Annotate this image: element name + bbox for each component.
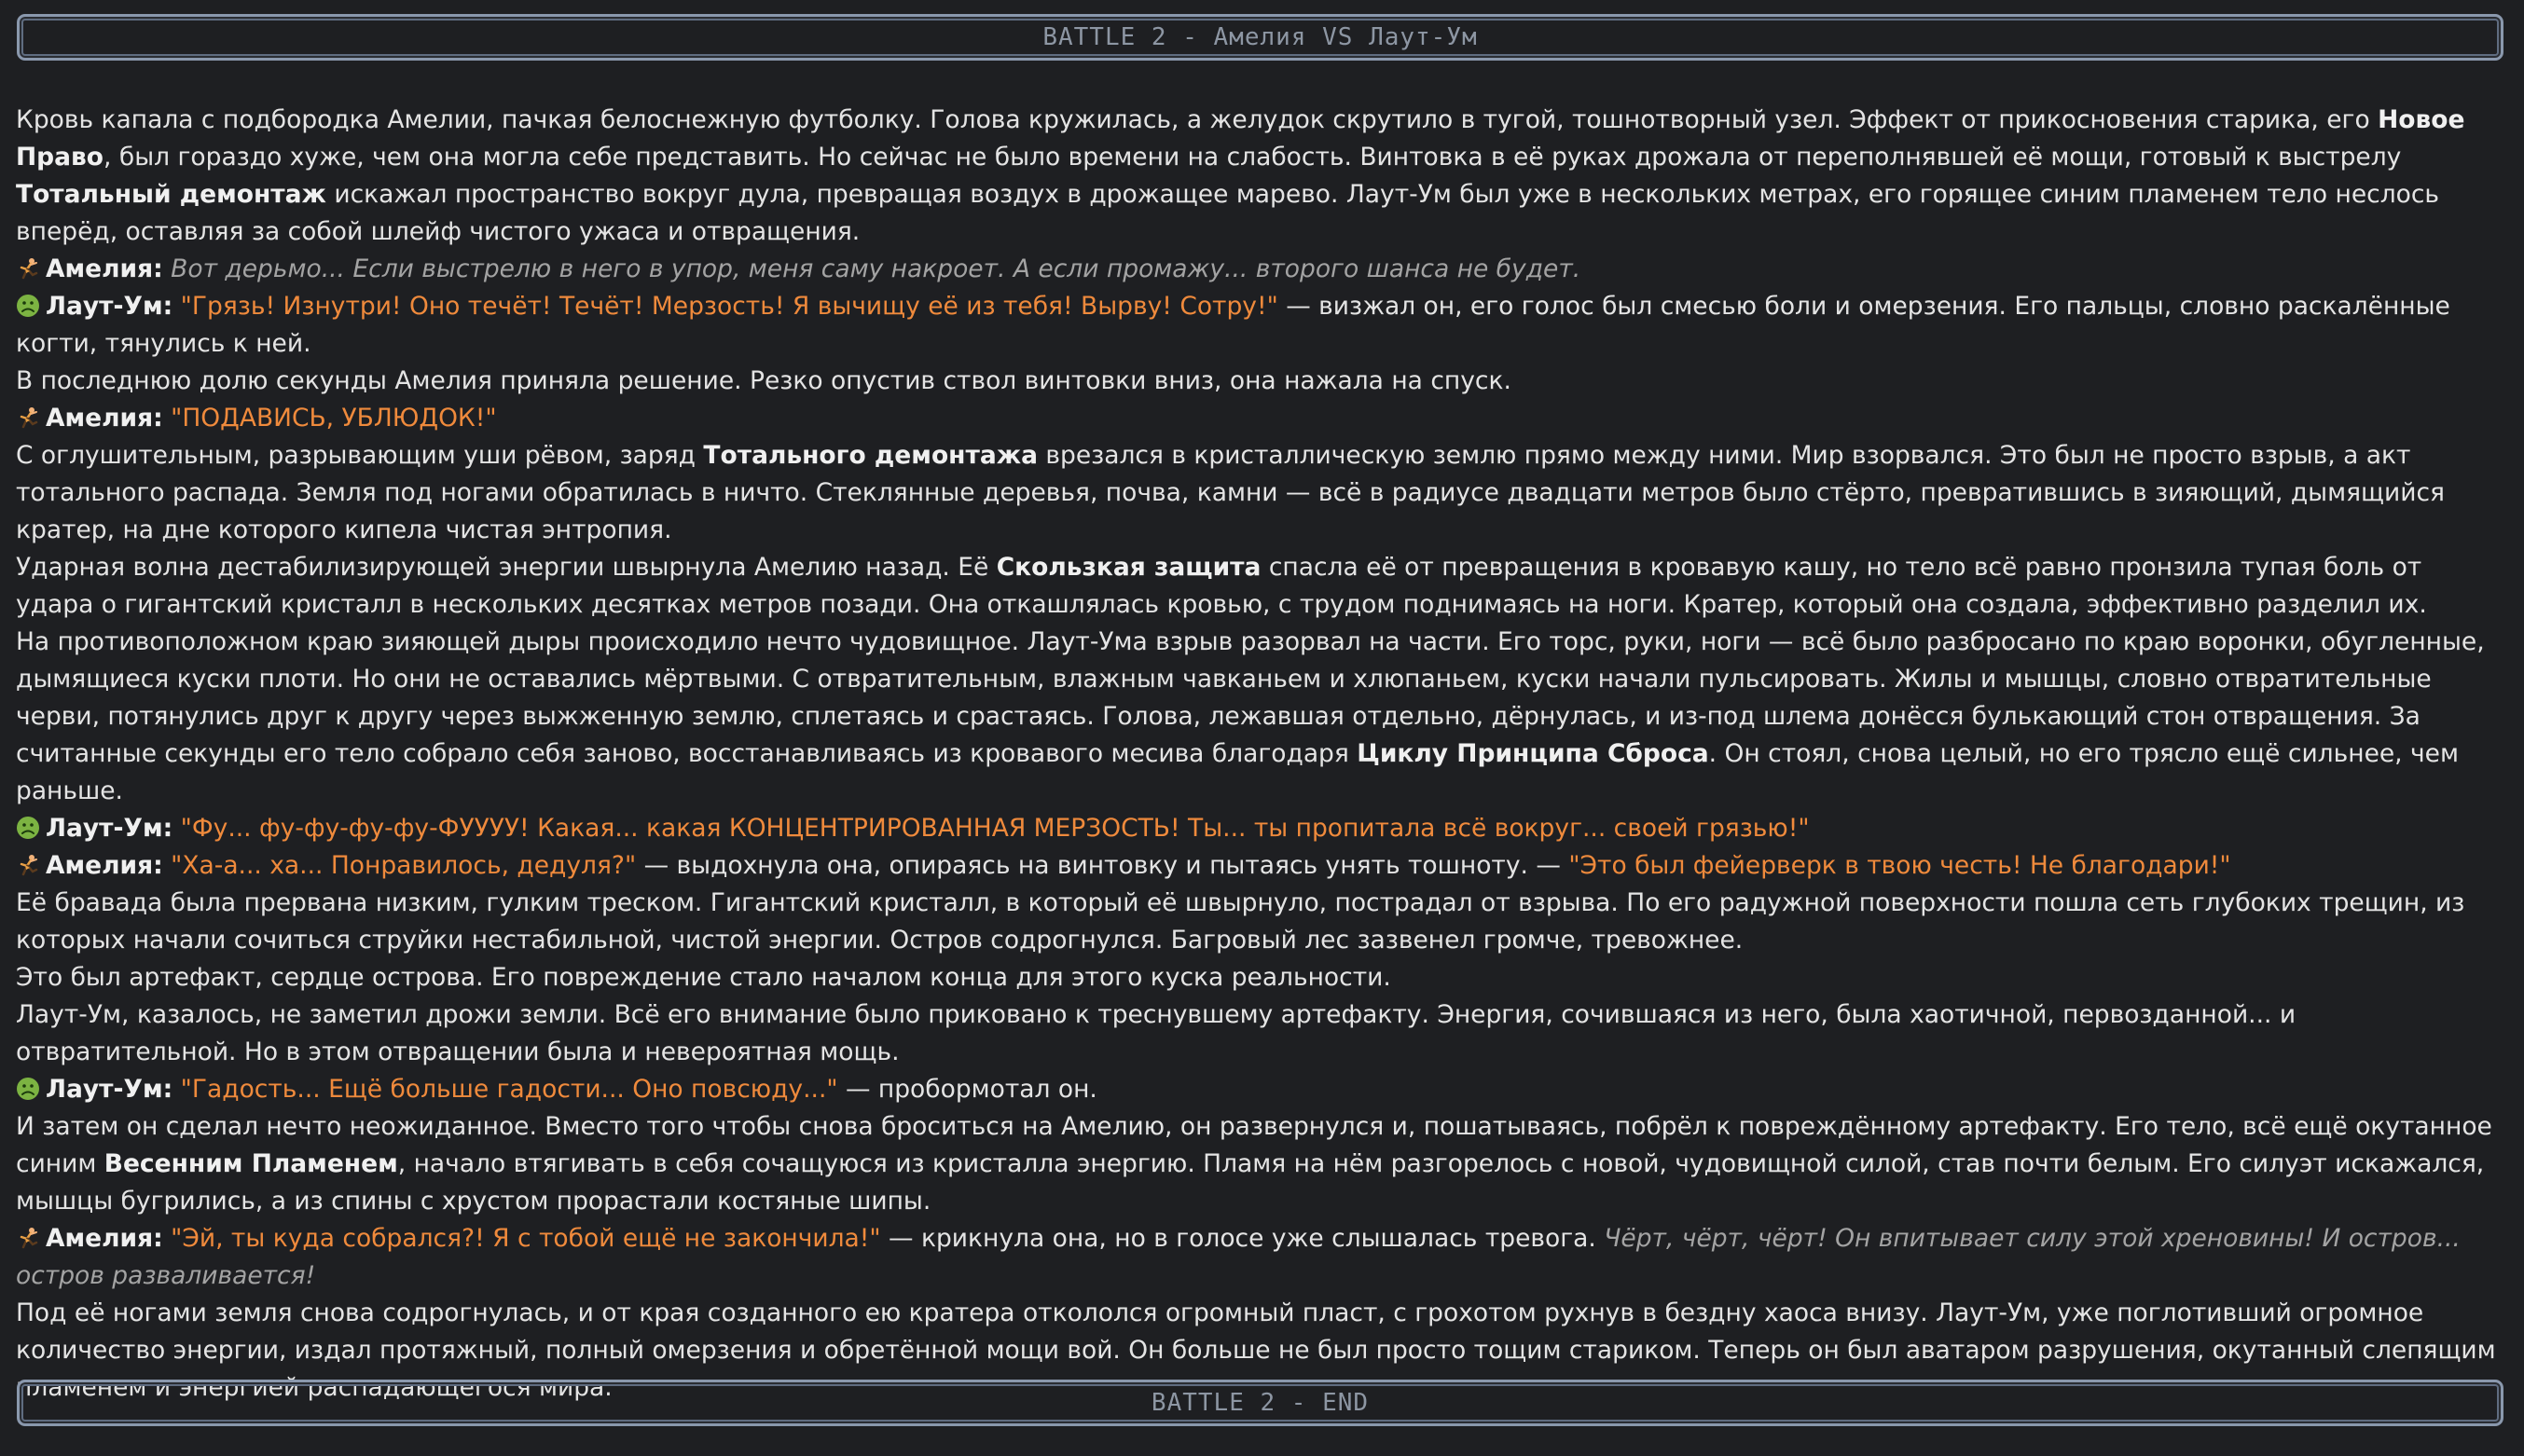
speech-text: "Фу... фу-фу-фу-фу-ФУУУУ! Какая... какая КОНЦЕНТРИРОВАННАЯ МЕРЗОСТЬ! Ты... ты пропитала всё вокруг... своей грязью!" xyxy=(180,814,1810,843)
narration-paragraph xyxy=(16,959,2505,996)
narration-text: искажал пространство вокруг дула, превращая воздух в дрожащее марево. Лаут-Ум был уже в нескольких метрах, его горящее синим пламенем тело неслось вперёд, оставляя за собой шлейф чистого ужаса и отвращения. xyxy=(16,180,2440,246)
battle-header-title: BATTLE 2 - Амелия VS Лаут-Ум xyxy=(1042,23,1478,51)
ability-name: Весенним Пламенем xyxy=(103,1149,398,1178)
narration-paragraph xyxy=(16,363,2505,400)
dancer-icon xyxy=(16,256,40,281)
speaker-name: Амелия: xyxy=(46,851,163,880)
narration-paragraph xyxy=(16,549,2505,624)
ability-name: Тотального демонтажа xyxy=(703,441,1038,470)
amelia-speech-line xyxy=(16,847,2505,885)
narration-text: И затем он сделал нечто неожиданное. Вместо того чтобы снова броситься на Амелию, он развернулся и, пошатываясь, побрёл к повреждённому артефакту. Его тело, всё ещё окутанное синим xyxy=(16,1112,2492,1178)
battle-story xyxy=(16,102,2505,1407)
battle-footer-title: BATTLE 2 - END xyxy=(1151,1389,1370,1417)
narration-text: — выдохнула она, опираясь на винтовку и пытаясь унять тошноту. — xyxy=(636,851,1569,880)
narration-text: В последнюю долю секунды Амелия приняла решение. Резко опустив ствол винтовки вниз, она нажала на спуск. xyxy=(16,366,1511,395)
narration-text: С оглушительным, разрывающим уши рёвом, заряд xyxy=(16,441,704,470)
lautum-speech-line xyxy=(16,810,2505,847)
dancer-icon xyxy=(16,853,40,877)
amelia-speech-line xyxy=(16,1220,2505,1295)
speech-text: "Это был фейерверк в твою честь! Не благодари!" xyxy=(1568,851,2231,880)
narration-paragraph xyxy=(16,437,2505,549)
speaker-name: Лаут-Ум: xyxy=(46,1075,173,1104)
speaker-name: Амелия: xyxy=(46,404,163,433)
speech-text: "Грязь! Изнутри! Оно течёт! Течёт! Мерзость! Я вычищу её из тебя! Вырву! Сотру!" xyxy=(180,292,1278,321)
narration-text: Кровь капала с подбородка Амелии, пачкая белоснежную футболку. Голова кружилась, а желудок скрутило в тугой, тошнотворный узел. Эффект от прикосновения старика, его xyxy=(16,105,2379,134)
amelia-thought-line xyxy=(16,251,2505,288)
narration-text: врезался в кристаллическую землю прямо между ними. Мир взорвался. Это был не просто взрыв, а акт тотального распада. Земля под ногами обратилась в ничто. Стеклянные деревья, почва, камни — всё в радиусе двадцати метров было стёрто, превратившись в зияющий, дымящийся кратер, на дне которого кипела чистая энтропия. xyxy=(16,441,2445,544)
ability-name: Скользкая защита xyxy=(996,553,1262,582)
narration-paragraph xyxy=(16,885,2505,959)
narration-text: , был гораздо хуже, чем она могла себе представить. Но сейчас не было времени на слабость. Винтовка в её руках дрожала от переполнявшей её мощи, готовый к выстрелу xyxy=(103,143,2402,172)
speech-text: "Гадость... Ещё больше гадости... Оно повсюду..." xyxy=(180,1075,838,1104)
lautum-speech-line xyxy=(16,1071,2505,1108)
amelia-speech-line xyxy=(16,400,2505,437)
speech-text: "ПОДАВИСЬ, УБЛЮДОК!" xyxy=(171,404,497,433)
narration-text: . Он стоял, снова целый, но его трясло ещё сильнее, чем раньше. xyxy=(16,739,2459,805)
battle-footer-banner xyxy=(17,1380,2503,1426)
battle-header-banner xyxy=(17,14,2503,61)
narration-text: спасла её от превращения в кровавую кашу, но тело всё равно пронзила тупая боль от удара о гигантский кристалл в нескольких десятках метров позади. Она откашлялась кровью, с трудом поднимаясь на ноги. Кратер, который она создала, эффективно разделил их. xyxy=(16,553,2427,619)
speaker-name: Амелия: xyxy=(46,1224,163,1253)
dancer-icon xyxy=(16,405,40,430)
narration-text: — крикнула она, но в голосе уже слышалась тревога. xyxy=(880,1224,1605,1253)
nauseated-face-icon xyxy=(16,294,40,318)
speech-text: "Ха-а... ха... Понравилось, дедуля?" xyxy=(171,851,637,880)
nauseated-face-icon xyxy=(16,1077,40,1101)
narration-text: — пробормотал он. xyxy=(837,1075,1097,1104)
speech-text: "Эй, ты куда собрался?! Я с тобой ещё не закончила!" xyxy=(171,1224,881,1253)
narration-text: Её бравада была прервана низким, гулким треском. Гигантский кристалл, в который её швырнуло, пострадал от взрыва. По его радужной поверхности пошла сеть глубоких трещин, из которых начали сочиться струйки нестабильной, чистой энергии. Остров содрогнулся. Багровый лес зазвенел громче, тревожнее. xyxy=(16,888,2465,955)
narration-paragraph xyxy=(16,1108,2505,1220)
narration-paragraph xyxy=(16,102,2505,251)
narration-text: Ударная волна дестабилизирующей энергии швырнула Амелию назад. Её xyxy=(16,553,997,582)
ability-name: Новое Право xyxy=(16,105,2465,172)
narration-text: — визжал он, его голос был смесью боли и омерзения. Его пальцы, словно раскалённые когти, тянулись к ней. xyxy=(16,292,2450,358)
speaker-name: Лаут-Ум: xyxy=(46,814,173,843)
thought-text: Вот дерьмо... Если выстрелю в него в упор, меня саму накроет. А если промажу... второго шанса не будет. xyxy=(171,254,1581,283)
narration-text: Это был артефакт, сердце острова. Его повреждение стало началом конца для этого куска реальности. xyxy=(16,963,1391,992)
narration-text: Под её ногами земля снова содрогнулась, и от края созданного ею кратера откололся огромный пласт, с грохотом рухнув в бездну хаоса внизу. Лаут-Ум, уже поглотивший огромное количество энергии, издал протяжный, полный омерзения и обретённой мощи вой. Он больше не был просто тощим стариком. Теперь он был аватаром разрушения, окутанный слепящим пламенем и энергией распадающегося мира. xyxy=(16,1298,2496,1402)
narration-paragraph xyxy=(16,996,2505,1071)
ability-name: Тотальный демонтаж xyxy=(16,180,326,209)
lautum-speech-line xyxy=(16,288,2505,363)
nauseated-face-icon xyxy=(16,816,40,840)
speaker-name: Амелия: xyxy=(46,254,163,283)
thought-text: Чёрт, чёрт, чёрт! Он впитывает силу этой хреновины! И остров... остров разваливается! xyxy=(16,1224,2461,1290)
speaker-name: Лаут-Ум: xyxy=(46,292,173,321)
narration-paragraph xyxy=(16,624,2505,810)
narration-text: Лаут-Ум, казалось, не заметил дрожи земли. Всё его внимание было приковано к треснувшему артефакту. Энергия, сочившаяся из него, была хаотичной, первозданной... и отвратительной. Но в этом отвращении была и невероятная мощь. xyxy=(16,1000,2296,1066)
narration-text: , начало втягивать в себя сочащуюся из кристалла энергию. Пламя на нём разгорелось с новой, чудовищной силой, став почти белым. Его силуэт искажался, мышцы бугрились, а из спины с хрустом прорастали костяные шипы. xyxy=(16,1149,2485,1216)
narration-text: На противоположном краю зияющей дыры происходило нечто чудовищное. Лаут-Ума взрыв разорвал на части. Его торс, руки, ноги — всё было разбросано по краю воронки, обугленные, дымящиеся куски плоти. Но они не оставались мёртвыми. С отвратительным, влажным чавканьем и хлюпаньем, куски начали пульсировать. Жилы и мышцы, словно отвратительные черви, потянулись друг к другу через выжженную землю, сплетаясь и срастаясь. Голова, лежавшая отдельно, дёрнулась, и из-под шлема донёсся булькающий стон отвращения. За считанные секунды его тело собрало себя заново, восстанавливаясь из кровавого месива благодаря xyxy=(16,627,2485,768)
ability-name: Циклу Принципа Сброса xyxy=(1357,739,1709,768)
dancer-icon xyxy=(16,1226,40,1250)
